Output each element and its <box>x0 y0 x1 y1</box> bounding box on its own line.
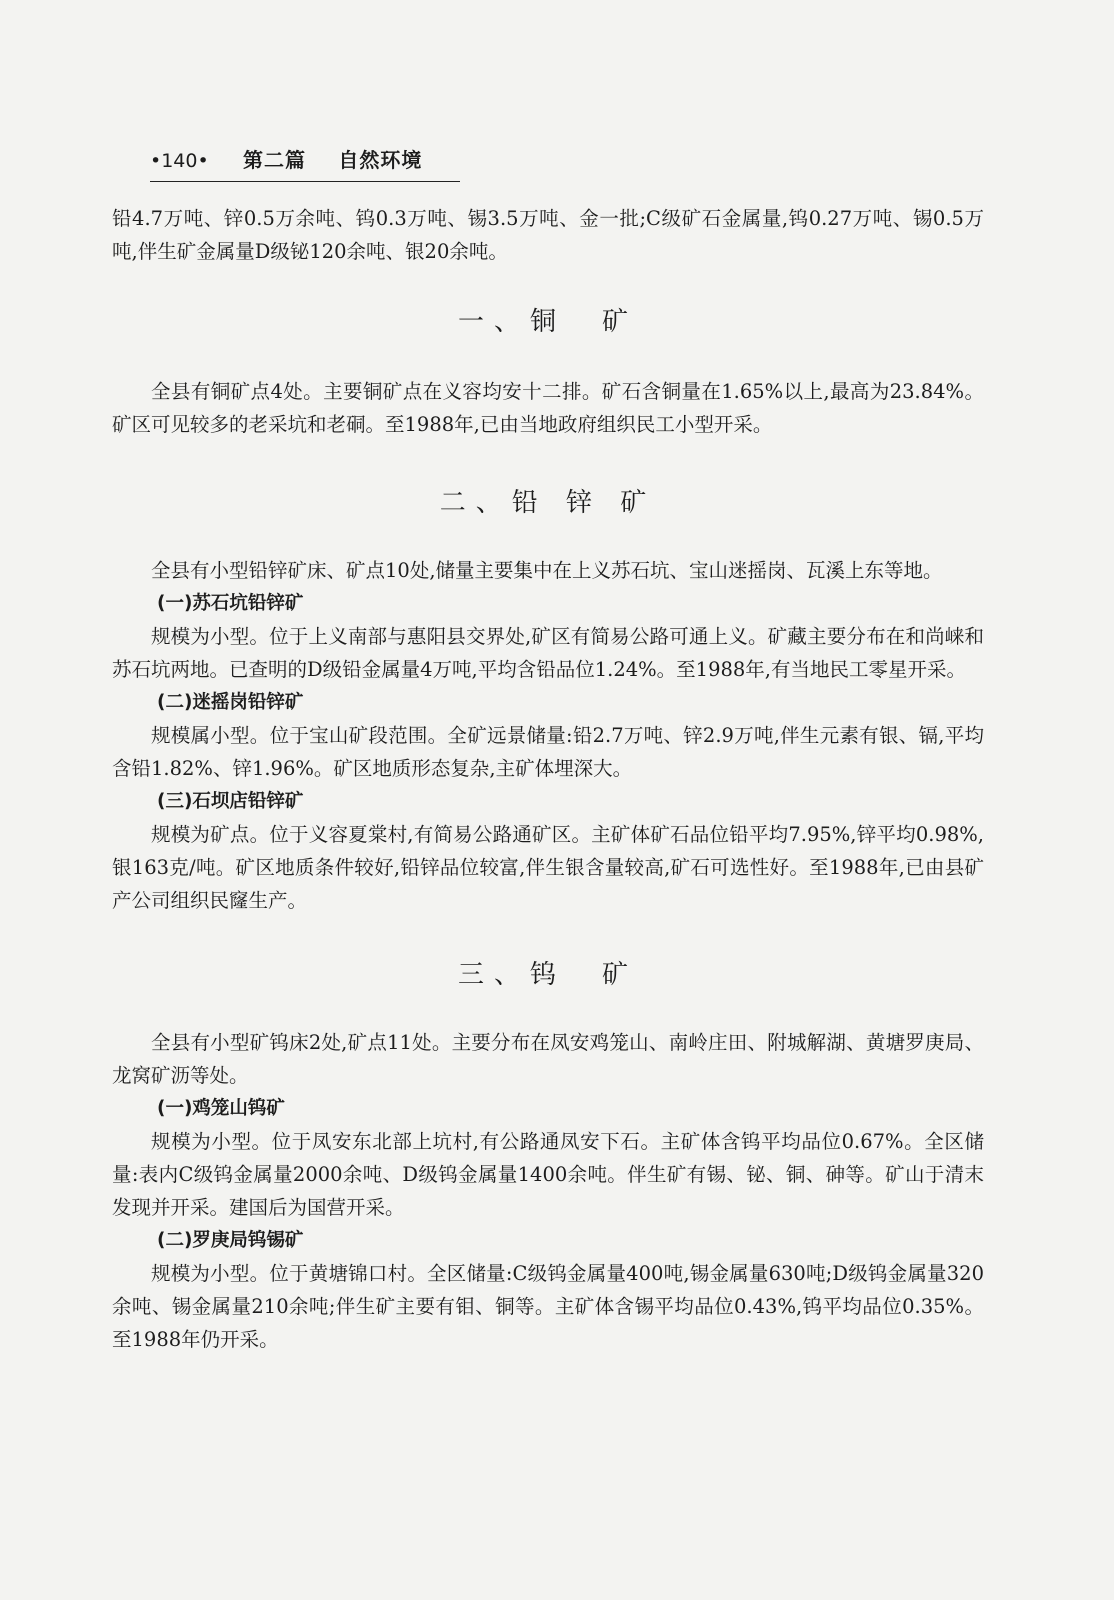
subheading-luogengju: (二)罗庚局钨锡矿 <box>157 1230 304 1251</box>
part-label: 第二篇 <box>243 148 307 172</box>
luogengju-paragraph: 规模为小型。位于黄塘锦口村。全区储量:C级钨金属量400吨,锡金属量630吨;D级钨金属量320余吨、锡金属量210余吨;伴生矿主要有钼、铜等。主矿体含锡平均品位0.43%,钨平均品位0.35%。至1988年仍开采。 <box>112 1262 984 1351</box>
copper-paragraph: 全县有铜矿点4处。主要铜矿点在义容均安十二排。矿石含铜量在1.65%以上,最高为23.84%。矿区可见较多的老采坑和老硐。至1988年,已由当地政府组织民工小型开采。 <box>112 380 984 436</box>
section-heading-tungsten: 三、钨 矿 <box>457 960 638 990</box>
subheading-sushikeng: (一)苏石坑铅锌矿 <box>157 593 304 614</box>
part-title: 自然环境 <box>338 148 423 172</box>
subheading-jilongshan: (一)鸡笼山钨矿 <box>157 1098 285 1119</box>
subheading-miyaogang: (二)迷摇岗铅锌矿 <box>157 692 304 713</box>
section-heading-lead-zinc: 二、铅 锌 矿 <box>439 488 657 518</box>
section-heading-copper: 一、铜 矿 <box>457 307 638 337</box>
jilongshan-paragraph: 规模为小型。位于凤安东北部上坑村,有公路通凤安下石。主矿体含钨平均品位0.67%。全区储量:表内C级钨金属量2000余吨、D级钨金属量1400余吨。伴生矿有锡、铋、铜、砷等。矿山于清末发现并开采。建国后为国营开采。 <box>112 1130 984 1219</box>
shibadian-paragraph: 规模为矿点。位于义容夏棠村,有简易公路通矿区。主矿体矿石品位铅平均7.95%,锌平均0.98%,银163克/吨。矿区地质条件较好,铅锌品位较富,伴生银含量较高,矿石可选性好。至1988年,已由县矿产公司组织民窿生产。 <box>112 823 984 912</box>
tungsten-paragraph: 全县有小型矿钨床2处,矿点11处。主要分布在凤安鸡笼山、南岭庄田、附城解湖、黄塘罗庚局、龙窝矿沥等处。 <box>112 1031 984 1087</box>
body-text <box>112 202 984 1356</box>
page-number: •140• <box>150 150 209 172</box>
running-header <box>150 144 460 182</box>
intro-paragraph: 铅4.7万吨、锌0.5万余吨、钨0.3万吨、锡3.5万吨、金一批;C级矿石金属量,钨0.27万吨、锡0.5万吨,伴生矿金属量D级铋120余吨、银20余吨。 <box>112 207 984 263</box>
subheading-shibadian: (三)石坝店铅锌矿 <box>157 791 304 812</box>
lead-zinc-paragraph: 全县有小型铅锌矿床、矿点10处,储量主要集中在上义苏石坑、宝山迷摇岗、瓦溪上东等地。 <box>151 559 943 582</box>
sushikeng-paragraph: 规模为小型。位于上义南部与惠阳县交界处,矿区有简易公路可通上义。矿藏主要分布在和尚崃和苏石坑两地。已查明的D级铅金属量4万吨,平均含铅品位1.24%。至1988年,有当地民工零星开采。 <box>112 625 984 681</box>
miyaogang-paragraph: 规模属小型。位于宝山矿段范围。全矿远景储量:铅2.7万吨、锌2.9万吨,伴生元素有银、镉,平均含铅1.82%、锌1.96%。矿区地质形态复杂,主矿体埋深大。 <box>112 724 984 780</box>
